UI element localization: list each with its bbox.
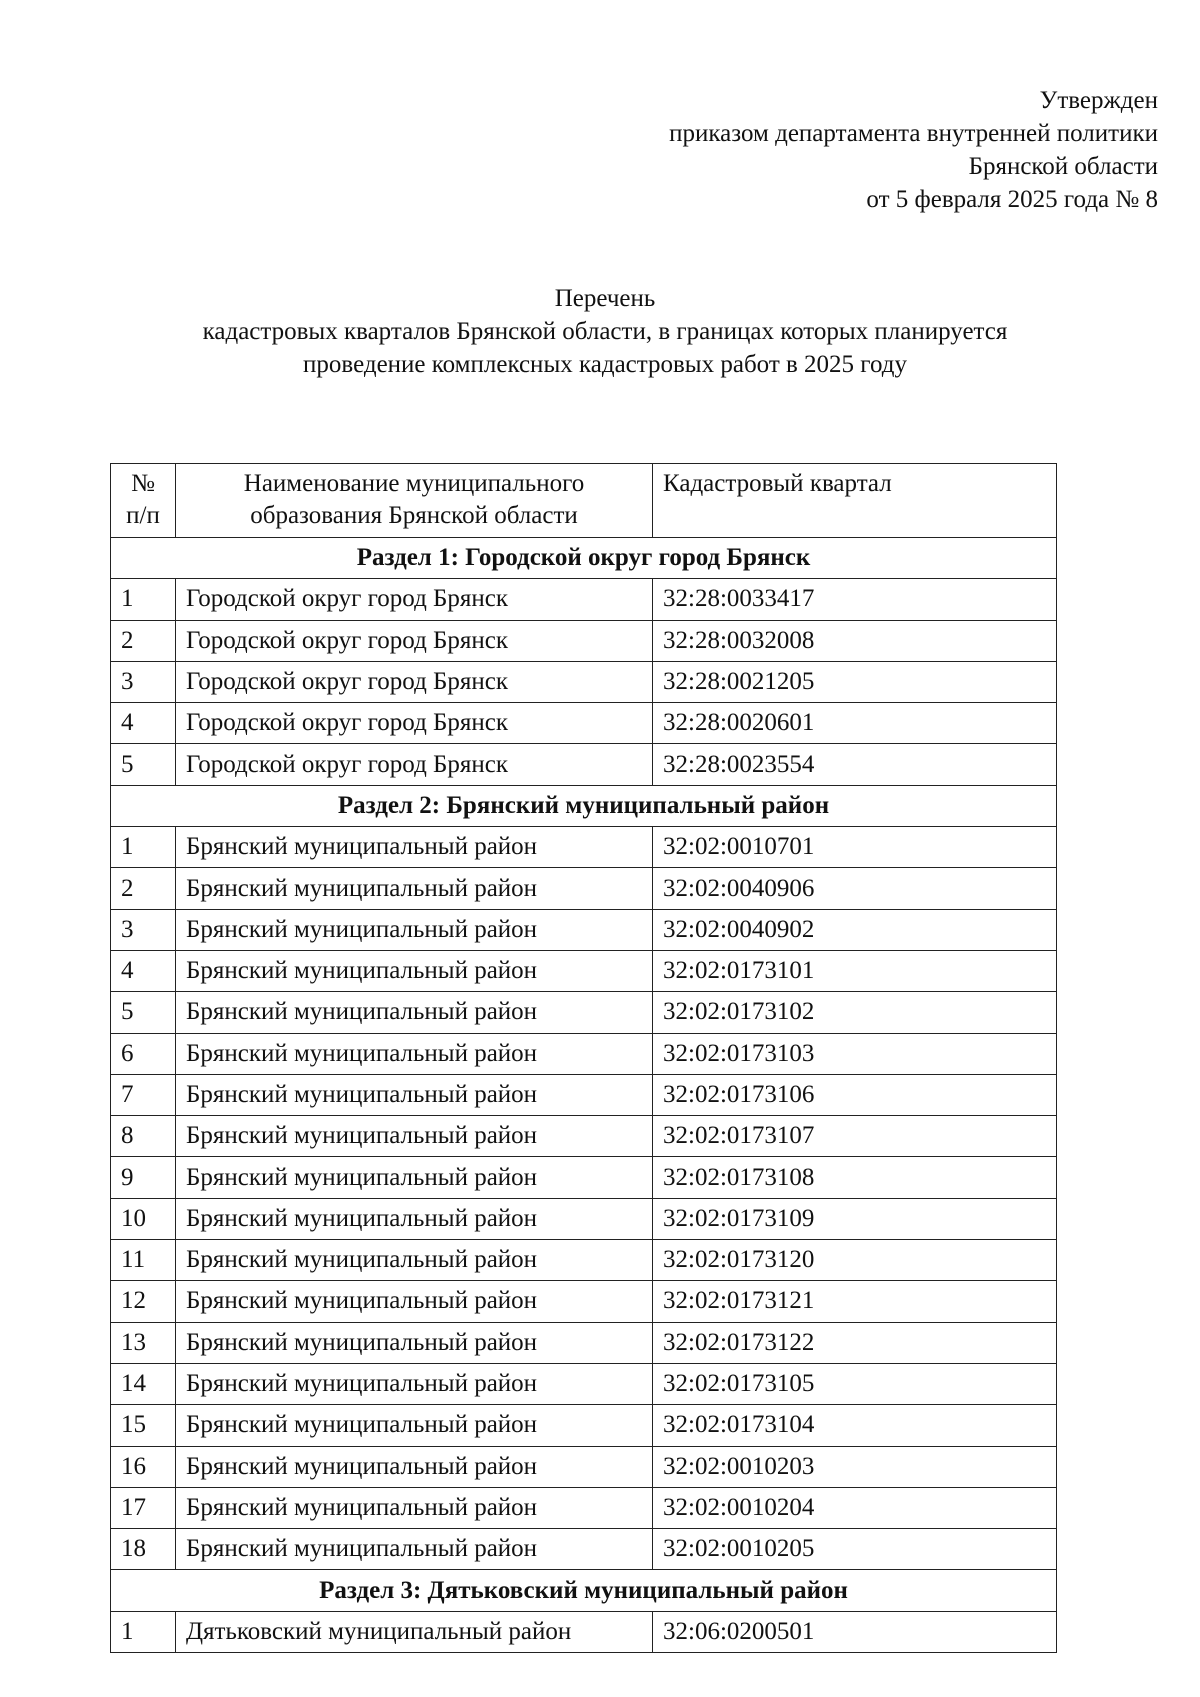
header-number xyxy=(111,464,176,538)
municipality-name: Брянский муниципальный район xyxy=(176,1157,653,1198)
row-number: 11 xyxy=(111,1240,176,1281)
table-row xyxy=(111,620,1057,661)
table-row xyxy=(111,1611,1057,1652)
municipality-name: Брянский муниципальный район xyxy=(176,1322,653,1363)
cadastral-quarter: 32:02:0173122 xyxy=(653,1322,1057,1363)
table-row xyxy=(111,703,1057,744)
section-title: Раздел 3: Дятьковский муниципальный район xyxy=(111,1570,1057,1611)
table-row xyxy=(111,1240,1057,1281)
section-header-row xyxy=(111,1570,1057,1611)
table-header-row xyxy=(111,464,1057,538)
municipality-name: Городской округ город Брянск xyxy=(176,620,653,661)
approval-line: приказом департамента внутренней политики xyxy=(669,120,1158,147)
table-row xyxy=(111,1322,1057,1363)
table-row xyxy=(111,1157,1057,1198)
municipality-name: Брянский муниципальный район xyxy=(176,1074,653,1115)
municipality-name: Брянский муниципальный район xyxy=(176,1240,653,1281)
row-number: 16 xyxy=(111,1446,176,1487)
table-row xyxy=(111,1446,1057,1487)
municipality-name: Брянский муниципальный район xyxy=(176,1529,653,1570)
header-number-line: п/п xyxy=(126,502,160,529)
row-number: 10 xyxy=(111,1198,176,1239)
cadastral-quarter: 32:02:0010204 xyxy=(653,1487,1057,1528)
table-row xyxy=(111,868,1057,909)
municipality-name: Брянский муниципальный район xyxy=(176,1033,653,1074)
table-row xyxy=(111,1529,1057,1570)
approval-block xyxy=(458,84,1158,216)
table-row xyxy=(111,1033,1057,1074)
cadastral-quarter: 32:02:0010203 xyxy=(653,1446,1057,1487)
row-number: 13 xyxy=(111,1322,176,1363)
row-number: 17 xyxy=(111,1487,176,1528)
table-row xyxy=(111,1281,1057,1322)
title-line: Перечень xyxy=(554,285,656,312)
municipality-name: Брянский муниципальный район xyxy=(176,950,653,991)
header-cadastral-quarter: Кадастровый квартал xyxy=(653,464,1057,538)
row-number: 8 xyxy=(111,1116,176,1157)
row-number: 5 xyxy=(111,744,176,785)
row-number: 14 xyxy=(111,1363,176,1404)
cadastral-quarter: 32:02:0173120 xyxy=(653,1240,1057,1281)
table-row xyxy=(111,661,1057,702)
municipality-name: Брянский муниципальный район xyxy=(176,827,653,868)
cadastral-quarter: 32:02:0010205 xyxy=(653,1529,1057,1570)
municipality-name: Брянский муниципальный район xyxy=(176,1363,653,1404)
cadastral-quarter: 32:06:0200501 xyxy=(653,1611,1057,1652)
cadastral-quarter: 32:02:0173101 xyxy=(653,950,1057,991)
municipality-name: Брянский муниципальный район xyxy=(176,1446,653,1487)
cadastral-quarter: 32:02:0173105 xyxy=(653,1363,1057,1404)
table-row xyxy=(111,744,1057,785)
cadastral-quarter: 32:02:0173107 xyxy=(653,1116,1057,1157)
cadastral-quarter: 32:02:0173103 xyxy=(653,1033,1057,1074)
municipality-name: Брянский муниципальный район xyxy=(176,1198,653,1239)
municipality-name: Городской округ город Брянск xyxy=(176,744,653,785)
municipality-name: Брянский муниципальный район xyxy=(176,909,653,950)
header-municipality-line: образования Брянской области xyxy=(250,502,578,529)
cadastral-quarter: 32:02:0040902 xyxy=(653,909,1057,950)
row-number: 1 xyxy=(111,1611,176,1652)
municipality-name: Брянский муниципальный район xyxy=(176,1281,653,1322)
cadastral-quarter: 32:28:0020601 xyxy=(653,703,1057,744)
table-row xyxy=(111,1363,1057,1404)
table-row xyxy=(111,1405,1057,1446)
table-row xyxy=(111,1116,1057,1157)
row-number: 9 xyxy=(111,1157,176,1198)
cadastral-quarter: 32:02:0173104 xyxy=(653,1405,1057,1446)
cadastral-quarter: 32:02:0173108 xyxy=(653,1157,1057,1198)
cadastral-quarter: 32:02:0173102 xyxy=(653,992,1057,1033)
section-title: Раздел 1: Городской округ город Брянск xyxy=(111,538,1057,579)
cadastral-quarter: 32:02:0010701 xyxy=(653,827,1057,868)
row-number: 1 xyxy=(111,579,176,620)
table-row xyxy=(111,1198,1057,1239)
section-title: Раздел 2: Брянский муниципальный район xyxy=(111,785,1057,826)
header-municipality-line: Наименование муниципального xyxy=(243,470,585,497)
table-row xyxy=(111,1487,1057,1528)
row-number: 1 xyxy=(111,827,176,868)
row-number: 3 xyxy=(111,909,176,950)
document-title xyxy=(110,282,1100,381)
cadastral-quarter: 32:28:0021205 xyxy=(653,661,1057,702)
row-number: 4 xyxy=(111,703,176,744)
cadastral-quarter: 32:02:0040906 xyxy=(653,868,1057,909)
row-number: 2 xyxy=(111,620,176,661)
section-header-row xyxy=(111,538,1057,579)
header-number-line: № xyxy=(131,470,155,497)
cadastral-quarter: 32:28:0033417 xyxy=(653,579,1057,620)
table-row xyxy=(111,1074,1057,1115)
row-number: 15 xyxy=(111,1405,176,1446)
municipality-name: Брянский муниципальный район xyxy=(176,1405,653,1446)
table-row xyxy=(111,579,1057,620)
approval-line: Брянской области xyxy=(968,153,1158,180)
row-number: 4 xyxy=(111,950,176,991)
municipality-name: Дятьковский муниципальный район xyxy=(176,1611,653,1652)
row-number: 5 xyxy=(111,992,176,1033)
municipality-name: Брянский муниципальный район xyxy=(176,1116,653,1157)
cadastral-quarter: 32:28:0023554 xyxy=(653,744,1057,785)
cadastral-quarters-table xyxy=(110,463,1057,1653)
row-number: 7 xyxy=(111,1074,176,1115)
municipality-name: Брянский муниципальный район xyxy=(176,992,653,1033)
title-line: кадастровых кварталов Брянской области, в границах которых планируется xyxy=(202,318,1008,345)
section-header-row xyxy=(111,785,1057,826)
table-row xyxy=(111,950,1057,991)
cadastral-quarter: 32:02:0173106 xyxy=(653,1074,1057,1115)
header-municipality xyxy=(176,464,653,538)
municipality-name: Брянский муниципальный район xyxy=(176,868,653,909)
row-number: 6 xyxy=(111,1033,176,1074)
row-number: 2 xyxy=(111,868,176,909)
table-row xyxy=(111,909,1057,950)
cadastral-quarter: 32:02:0173121 xyxy=(653,1281,1057,1322)
municipality-name: Городской округ город Брянск xyxy=(176,661,653,702)
municipality-name: Брянский муниципальный район xyxy=(176,1487,653,1528)
cadastral-quarter: 32:02:0173109 xyxy=(653,1198,1057,1239)
row-number: 3 xyxy=(111,661,176,702)
row-number: 18 xyxy=(111,1529,176,1570)
cadastral-quarter: 32:28:0032008 xyxy=(653,620,1057,661)
table-row xyxy=(111,992,1057,1033)
approval-line: от 5 февраля 2025 года № 8 xyxy=(866,186,1158,213)
row-number: 12 xyxy=(111,1281,176,1322)
table-body xyxy=(111,538,1057,1653)
title-line: проведение комплексных кадастровых работ в 2025 году xyxy=(303,351,907,378)
table-row xyxy=(111,827,1057,868)
approval-line: Утвержден xyxy=(1039,87,1158,114)
municipality-name: Городской округ город Брянск xyxy=(176,703,653,744)
municipality-name: Городской округ город Брянск xyxy=(176,579,653,620)
